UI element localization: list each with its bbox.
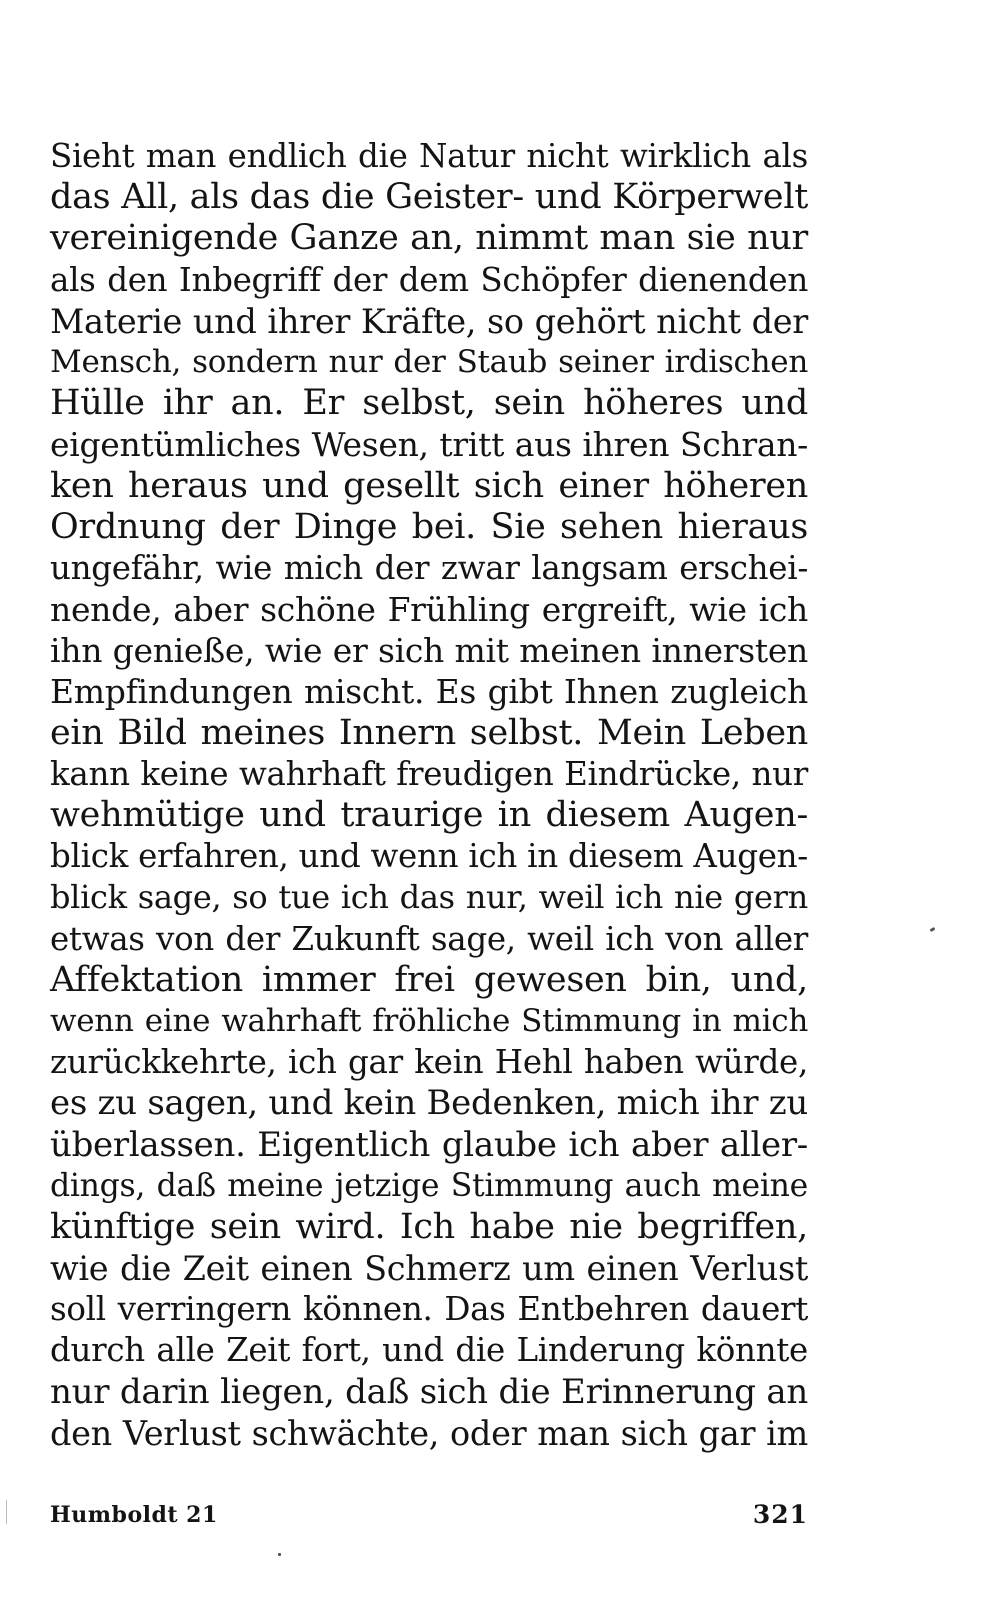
text-line: blick erfahren, und wenn ich in diesem Augen-: [50, 837, 808, 876]
text-line: dings, daß meine jetzige Stimmung auch meine: [50, 1167, 808, 1204]
text-line: vereinigende Ganze an, nimmt man sie nur: [50, 218, 808, 259]
print-speck: [278, 1553, 281, 1556]
print-speck: [6, 1500, 7, 1524]
print-speck: [930, 927, 936, 932]
text-line: soll verringern können. Das Entbehren dauert: [50, 1290, 808, 1329]
text-line: ken heraus und gesellt sich einer höheren: [50, 465, 808, 506]
text-line: das All, als das die Geister- und Körperwelt: [50, 177, 808, 218]
text-line: überlassen. Eigentlich glaube ich aber aller-: [50, 1124, 808, 1165]
text-line: durch alle Zeit fort, und die Linderung könnte: [50, 1331, 808, 1370]
text-line: wenn eine wahrhaft fröhliche Stimmung in mich: [50, 1002, 808, 1039]
text-line: ungefähr, wie mich der zwar langsam erschei-: [50, 548, 808, 587]
text-line: kann keine wahrhaft freudigen Eindrücke, nur: [50, 754, 808, 793]
text-line: eigentümliches Wesen, tritt aus ihren Schran-: [50, 425, 808, 465]
text-line: nur darin liegen, daß sich die Erinnerung an: [50, 1371, 808, 1412]
text-line: Mensch, sondern nur der Staub seiner irdischen: [50, 343, 808, 380]
body-text: [50, 136, 808, 1454]
text-line: den Verlust schwächte, oder man sich gar im: [50, 1413, 808, 1453]
text-line: als den Inbegriff der dem Schöpfer dienenden: [50, 260, 808, 299]
text-line: Sieht man endlich die Natur nicht wirklich als: [50, 137, 808, 175]
text-line: Empfindungen mischt. Es gibt Ihnen zugleich: [50, 672, 808, 712]
text-line: Hülle ihr an. Er selbst, sein höheres und: [50, 383, 808, 424]
text-line: wehmütige und traurige in diesem Augen-: [50, 795, 808, 835]
text-line: Ordnung der Dinge bei. Sie sehen hieraus: [50, 506, 808, 547]
text-line: wie die Zeit einen Schmerz um einen Verlust: [50, 1249, 808, 1289]
text-line: Affektation immer frei gewesen bin, und,: [50, 959, 808, 1000]
signature-mark: Humboldt 21: [50, 1502, 218, 1528]
text-line: künftige sein wird. Ich habe nie begriffen,: [50, 1206, 808, 1247]
text-line: Materie und ihrer Kräfte, so gehört nicht der: [50, 301, 808, 341]
text-line: nende, aber schöne Frühling ergreift, wie ich: [50, 590, 808, 630]
page-number: 321: [752, 1500, 808, 1529]
text-line: etwas von der Zukunft sage, weil ich von aller: [50, 919, 808, 958]
text-line: zurückkehrte, ich gar kein Hehl haben würde,: [50, 1043, 808, 1082]
text-line: es zu sagen, und kein Bedenken, mich ihr zu: [50, 1083, 808, 1124]
page-footer: [50, 1498, 808, 1532]
text-line: blick sage, so tue ich das nur, weil ich nie gern: [50, 878, 808, 917]
text-line: ihn genieße, wie er sich mit meinen innersten: [50, 631, 808, 671]
text-line: ein Bild meines Innern selbst. Mein Leben: [50, 712, 808, 753]
